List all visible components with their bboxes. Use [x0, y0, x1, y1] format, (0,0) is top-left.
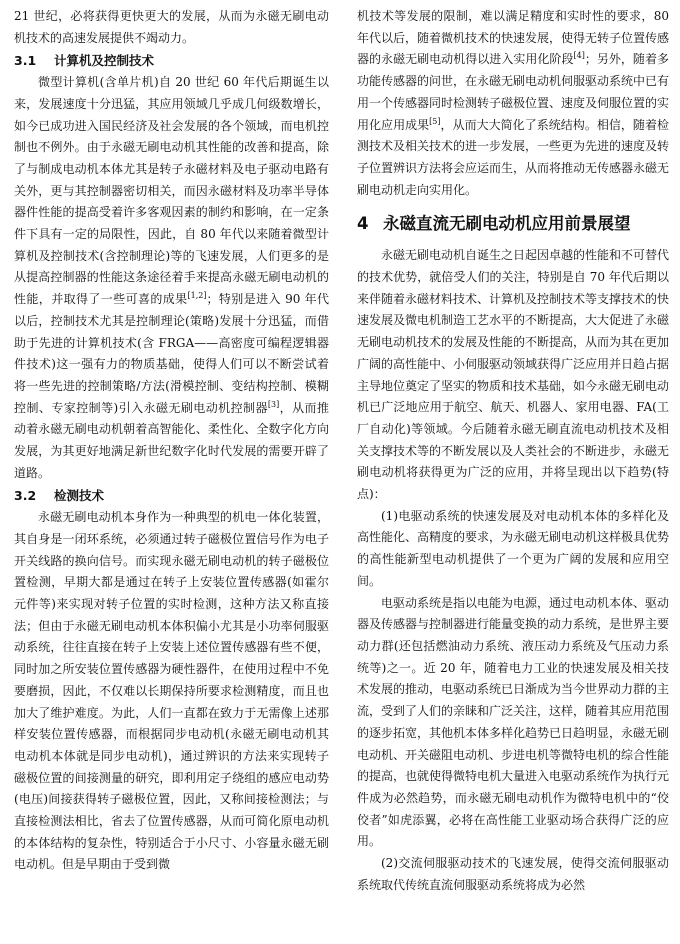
section-4-heading: [357, 211, 669, 237]
right-column: [357, 6, 669, 896]
citation-ref: [4]: [573, 51, 585, 61]
continued-paragraph: [357, 6, 669, 201]
paragraph-text: ；特别是进入 90 年代以后，控制技术尤其是控制理论(策略)发展十分迅猛，而借助于先进的计算机技术(含 FRGA——高密度可编程逻辑器件技术)这一强有力的物质基础，使得人们可以不断尝试着将一些先进的控制策略/方法(滑模控制、变结构控制、模糊控制、专家控制等)引入永磁无刷电动机控制器: [14, 292, 329, 415]
section-3-1-number: 3.1: [14, 53, 37, 69]
citation-ref: [5]: [429, 116, 441, 126]
section-4-paragraph-4: (2)交流伺服驱动技术的飞速发展，使得交流伺服驱动系统取代传统直流伺服驱动系统将成为必然: [357, 856, 669, 892]
citation-ref: [3]: [267, 399, 280, 409]
section-3-1-paragraph: [14, 72, 329, 484]
section-3-2-number: 3.2: [14, 488, 37, 504]
section-4-paragraph-2: (1)电驱动系统的快速发展及对电动机本体的多样化及高性能化、高精度的要求，为永磁无刷电动机这样极具优势的高性能新型电动机提供了一个更为广阔的发展和应用空间。: [357, 508, 670, 588]
section-3-1-heading: [14, 50, 329, 72]
section-4-number: 4: [357, 214, 369, 234]
paragraph-text: 机技术等发展的限制，难以满足精度和实时性的要求，80 年代以后，随着微机技术的快速发展，使得无转子位置传感器的永磁无刷电动机得以进入实用化阶段: [357, 9, 670, 67]
paragraph-text: ，从而大大简化了系统结构。相信，随着检测技术及相关技术的进一步发展，一些更为先进的速度及转子位置辨识方法将会应运而生，从而将推动无传感器永磁无刷电动机走向实用化。: [357, 117, 670, 197]
paragraph-text: 微型计算机(含单片机)自 20 世纪 60 年代后期诞生以来，发展速度十分迅猛，其应用领域几乎成几何级数增长，如今已成功进入国民经济及社会发展的各个领域，而电机控制也不例外。由于永磁无刷电动机其性能的改善和提高，除了与制成电动机本体尤其是转子永磁材料及电子驱动电路有关外，更与其控制器密切相关，而因永磁材料及功率半导体器件性能的提高受着许多客观因素的制约和影响，在一定条件下具有一定的局限性，因此，自 80 年代以来随着微型计算机及控制技术(含控制理论)等的飞速发展，人们更多的是从提高控制器的性能这条途径着手来提高永磁无刷电动机的性能，并取得了一些可喜的成果: [14, 75, 329, 307]
section-3-2-heading: [14, 485, 329, 507]
paragraph-text: ，从而推动着永磁无刷电动机朝着高智能化、柔性化、全数字化方向发展，为其更好地满足新世纪数字化时代发展的需要开辟了道路。: [14, 400, 329, 480]
citation-ref: [1,2]: [187, 291, 207, 301]
section-4-paragraph-3: 电驱动系统是指以电能为电源，通过电动机本体、驱动器及传感器与控制器进行能量变换的动力系统，是世界主要动力群(还包括燃油动力系统、液压动力系统及气压动力系统等)之一。近 20 年，随着电力工业的快速发展及相关技术发展的推动，电驱动系统已日渐成为当今世界动力群的主流，受到了人们的亲睐和广泛关注，这样，随着其应用范围的逐步拓宽，其他机本体多样化趋势已日趋明显，永磁无刷电动机、开关磁阻电动机、步进电机等微特电机的综合性能的提高，也就使得微特电机大量进入电驱动系统作为执行元件成为必然趋势，而永磁无刷电动机作为微特电机中的“佼佼者”如虎添翼，必将在高性能工业驱动场合获得广泛的应用。: [357, 595, 670, 849]
intro-tail-paragraph: 21 世纪，必将获得更快更大的发展，从而为永磁无刷电动机技术的高速发展提供不竭动力。: [14, 9, 329, 45]
section-3-2-paragraph: 永磁无刷电动机本身作为一种典型的机电一体化装置，其自身是一闭环系统，必须通过转子磁极位置信号作为电子开关线路的换向信号。而实现永磁无刷电动机的转子磁极位置检测，早期大都是通过在转子上安装位置传感器(如霍尔元件等)来实现对转子位置的实时检测，这种方法又称直接法；但由于永磁无刷电动机本体积偏小尤其是小功率伺服驱动系统，往往直接在转子上安装上述位置传感器有些不便，同时加之所安装位置传感器为硬性器件，在使用过程中不免要磨损，因此，不仅难以长期保持所要求检测精度，而且也加大了维护难度。为此，人们一直都在致力于无需像上述那样安装位置传感器，而根据同步电动机(永磁无刷电动机其电动机本体就是同步电动机)，通过辨识的方法来实现转子磁极位置的间接测量的研究，即利用定子绕组的感应电动势(电压)间接获得转子磁极位置，因此，又称间接检测法；与直接检测法相比，省去了位置传感器，从而可简化原电动机的本体结构的复杂性，特别适合于小尺寸、小容量永磁无刷电动机。但是早期由于受到微: [14, 510, 329, 872]
section-4-title: 永磁直流无刷电动机应用前景展望: [383, 214, 631, 234]
section-4-paragraph-1: 永磁无刷电动机自诞生之日起因卓越的性能和不可替代的技术优势，就倍受人们的关注，特别是自 70 年代后期以来伴随着永磁材料技术、计算机及控制技术等支撑技术的快速发展及微电机制造工艺水平的不断提高，大大促进了永磁无刷电动机技术的发展及性能的不断提高，从而为其在更加广阔的高性能中、小伺服驱动领域获得广泛应用并日趋占据主导地位奠定了坚实的物质和技术基础，如今永磁无刷电动机已广泛地应用于航空、航天、机器人、家用电器、FA(工厂自动化)等领域。今后随着永磁无刷直流电动机技术及相关支撑技术等的不断发展以及人类社会的不断进步，永磁无刷电动机将获得更为广泛的应用，并将呈现出以下趋势(特点)：: [357, 248, 670, 502]
paragraph-text: ；另外，随着多功能传感器的问世，在永磁无刷电动机伺服驱动系统中已有用一个传感器同时检测转子磁极位置、速度及伺服位置的实用化应用成果: [357, 52, 670, 132]
left-column: [14, 6, 329, 876]
section-3-1-title: 计算机及控制技术: [54, 53, 155, 69]
section-3-2-title: 检测技术: [54, 488, 105, 504]
